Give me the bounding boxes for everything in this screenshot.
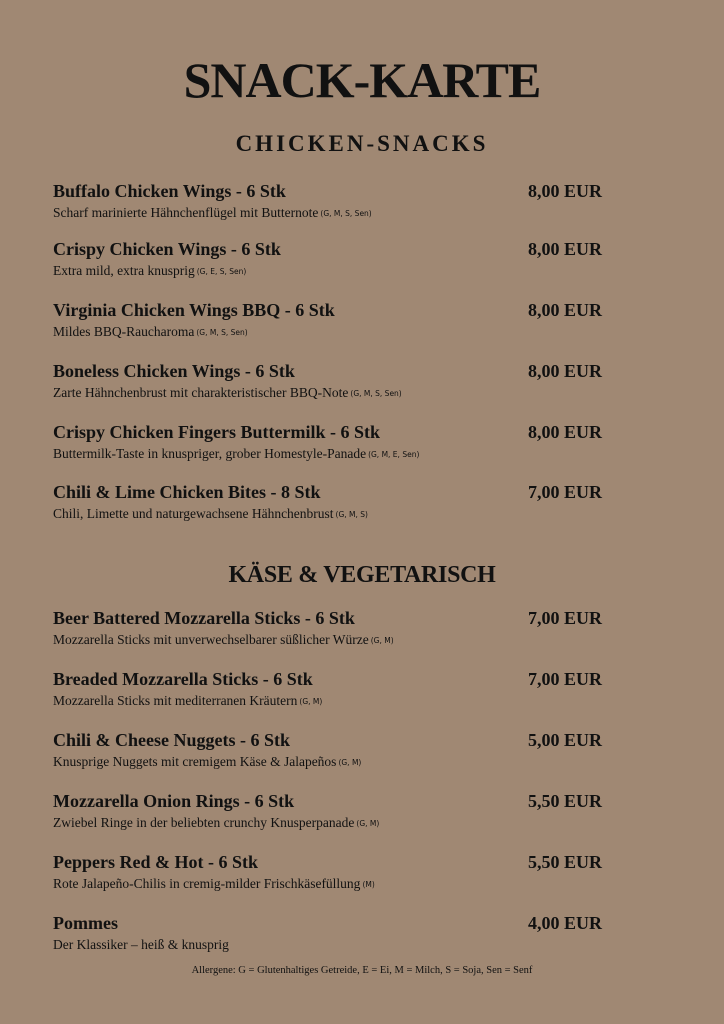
item-price: 4,00 EUR bbox=[527, 913, 602, 933]
item-desc-text: Scharf marinierte Hähnchenflügel mit Butternote bbox=[53, 205, 319, 220]
menu-title: SNACK-KARTE bbox=[183, 52, 541, 108]
item-description bbox=[53, 445, 613, 464]
item-name: Buffalo Chicken Wings - 6 Stk bbox=[53, 181, 286, 201]
allergen-footnote: Allergene: G = Glutenhaltiges Getreide, E = Ei, M = Milch, S = Soja, Sen = Senf bbox=[191, 965, 533, 976]
menu-item bbox=[53, 912, 613, 955]
item-name: Chili & Cheese Nuggets - 6 Stk bbox=[53, 730, 290, 750]
item-price: 5,50 EUR bbox=[527, 852, 602, 872]
item-allergens: (G, M) bbox=[370, 636, 394, 645]
item-price: 8,00 EUR bbox=[527, 361, 602, 381]
item-allergens: (G, M) bbox=[338, 758, 362, 767]
item-name: Crispy Chicken Fingers Buttermilk - 6 Stk bbox=[53, 422, 381, 442]
item-price: 8,00 EUR bbox=[527, 181, 602, 201]
menu-item bbox=[53, 238, 613, 281]
item-name: Mozzarella Onion Rings - 6 Stk bbox=[53, 791, 295, 811]
item-price: 8,00 EUR bbox=[527, 239, 602, 259]
item-description bbox=[53, 753, 613, 772]
item-description bbox=[53, 692, 613, 711]
item-description bbox=[53, 384, 613, 403]
section-title-kaese: KÄSE & VEGETARISCH bbox=[228, 562, 496, 588]
item-name: Crispy Chicken Wings - 6 Stk bbox=[53, 239, 281, 259]
menu-item bbox=[53, 481, 613, 524]
item-price: 7,00 EUR bbox=[527, 482, 602, 502]
item-description bbox=[53, 814, 613, 833]
menu-item bbox=[53, 668, 613, 711]
item-allergens: (G, M) bbox=[299, 697, 323, 706]
item-allergens: (G, M, S, Sen) bbox=[350, 389, 402, 398]
item-desc-text: Zarte Hähnchenbrust mit charakteristischer BBQ-Note bbox=[53, 385, 349, 400]
item-name: Virginia Chicken Wings BBQ - 6 Stk bbox=[53, 300, 335, 320]
item-description bbox=[53, 204, 613, 223]
item-allergens: (G, M, S) bbox=[335, 510, 368, 519]
item-allergens: (G, M, S, Sen) bbox=[320, 209, 372, 218]
item-price: 5,00 EUR bbox=[527, 730, 602, 750]
item-price: 7,00 EUR bbox=[527, 669, 602, 689]
menu-item bbox=[53, 299, 613, 342]
item-allergens: (M) bbox=[362, 880, 375, 889]
item-description bbox=[53, 262, 613, 281]
menu-item bbox=[53, 790, 613, 833]
item-description bbox=[53, 505, 613, 524]
item-desc-text: Mildes BBQ-Raucharoma bbox=[53, 324, 195, 339]
item-desc-text: Knusprige Nuggets mit cremigem Käse & Jalapeños bbox=[53, 754, 337, 769]
item-desc-text: Rote Jalapeño-Chilis in cremig-milder Frischkäsefüllung bbox=[53, 876, 361, 891]
item-allergens: (G, M, S, Sen) bbox=[196, 328, 248, 337]
item-name: Beer Battered Mozzarella Sticks - 6 Stk bbox=[53, 608, 355, 628]
item-allergens: (G, M) bbox=[356, 819, 380, 828]
item-description bbox=[53, 631, 613, 650]
item-desc-text: Der Klassiker – heiß & knusprig bbox=[53, 937, 229, 952]
menu-item bbox=[53, 421, 613, 464]
item-desc-text: Mozzarella Sticks mit mediterranen Kräutern bbox=[53, 693, 298, 708]
menu-item bbox=[53, 851, 613, 894]
item-name: Boneless Chicken Wings - 6 Stk bbox=[53, 361, 295, 381]
item-allergens: (G, M, E, Sen) bbox=[368, 450, 420, 459]
item-price: 8,00 EUR bbox=[527, 300, 602, 320]
section-title-chicken: CHICKEN-SNACKS bbox=[235, 131, 489, 156]
menu-item bbox=[53, 180, 613, 223]
item-price: 8,00 EUR bbox=[527, 422, 602, 442]
item-desc-text: Zwiebel Ringe in der beliebten crunchy Knusperpanade bbox=[53, 815, 355, 830]
item-price: 5,50 EUR bbox=[527, 791, 602, 811]
item-desc-text: Extra mild, extra knusprig bbox=[53, 263, 195, 278]
item-name: Breaded Mozzarella Sticks - 6 Stk bbox=[53, 669, 313, 689]
item-allergens: (G, E, S, Sen) bbox=[196, 267, 247, 276]
menu-item bbox=[53, 729, 613, 772]
item-name: Peppers Red & Hot - 6 Stk bbox=[53, 852, 258, 872]
item-description bbox=[53, 323, 613, 342]
menu-item bbox=[53, 360, 613, 403]
item-desc-text: Chili, Limette und naturgewachsene Hähnchenbrust bbox=[53, 506, 334, 521]
item-price: 7,00 EUR bbox=[527, 608, 602, 628]
item-description bbox=[53, 875, 613, 894]
item-desc-text: Buttermilk-Taste in knuspriger, grober Homestyle-Panade bbox=[53, 446, 367, 461]
item-desc-text: Mozzarella Sticks mit unverwechselbarer süßlicher Würze bbox=[53, 632, 369, 647]
item-name: Pommes bbox=[53, 913, 118, 933]
menu-item bbox=[53, 607, 613, 650]
item-description bbox=[53, 936, 613, 955]
item-name: Chili & Lime Chicken Bites - 8 Stk bbox=[53, 482, 321, 502]
